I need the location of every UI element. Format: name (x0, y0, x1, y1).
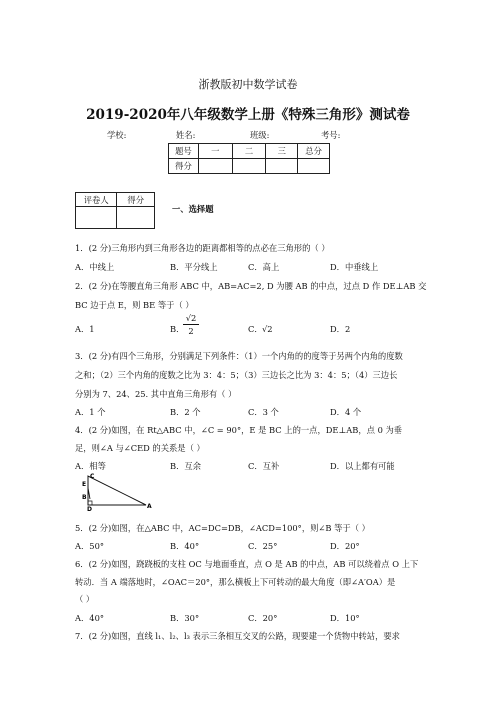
fig-label-c: C (90, 473, 95, 480)
grader-cell[interactable] (76, 207, 117, 229)
score-cell[interactable] (266, 159, 298, 174)
score-header-cell: 三 (266, 144, 298, 159)
q4-option-b[interactable]: B．互余 (170, 461, 201, 471)
question-6-line-3: （ ） (75, 594, 95, 604)
q2-option-a[interactable]: A．1 (75, 324, 95, 334)
grader-header-cell: 得分 (117, 193, 155, 207)
fraction-denominator: 2 (188, 326, 194, 336)
score-cell[interactable] (232, 159, 266, 174)
fig-label-b: B (82, 494, 87, 501)
score-cell[interactable] (198, 159, 232, 174)
grader-header-cell: 评卷人 (76, 193, 117, 207)
score-header-cell: 二 (232, 144, 266, 159)
section-title: 一、选择题 (172, 204, 214, 214)
triangle-outline (88, 476, 146, 505)
right-angle-mark (88, 501, 92, 505)
q2-option-c[interactable]: C． (248, 324, 263, 334)
q2-option-b-fraction (183, 313, 199, 337)
q4-triangle-figure (82, 472, 154, 512)
q4-option-c[interactable]: C．互补 (248, 461, 280, 471)
score-header-cell: 题号 (169, 144, 199, 159)
fig-label-d: D (87, 506, 92, 512)
question-3-line-3: 分别为 7、24、25. 其中直角三角形有（ ） (75, 389, 237, 399)
q6-option-c[interactable]: C．20° (248, 613, 278, 623)
question-4-line-1: 4．(2 分)如图，在 Rt△ABC 中，∠C = 90°，E 是 BC 上的一点，DE⊥AB，点 0 为垂 (75, 425, 403, 435)
grader-table-value-row (76, 207, 155, 229)
q2-option-c-root: √2 (262, 324, 273, 334)
q5-option-c[interactable]: C．25° (248, 541, 278, 551)
fraction-numerator: √2 (183, 313, 199, 325)
page-subtitle: 浙教版初中数学试卷 (198, 78, 298, 91)
question-4-line-2: 足，则∠A 与∠CED 的关系是（ ） (75, 443, 205, 453)
number-label: 考号: (321, 130, 341, 140)
name-label: 姓名: (176, 130, 196, 140)
class-label: 班级: (250, 130, 270, 140)
score-header-cell: 总分 (298, 144, 330, 159)
question-1-line-1: 1．(2 分)三角形内到三角形各边的距离都相等的点必在三角形的（ ） (75, 243, 330, 253)
q1-option-c[interactable]: C．高上 (248, 262, 280, 272)
q3-option-b[interactable]: B．2 个 (170, 407, 201, 417)
score-table-header-row (169, 144, 330, 159)
grader-table (75, 192, 155, 229)
score-header-cell: 一 (198, 144, 232, 159)
q1-option-d[interactable]: D．中垂线上 (330, 262, 379, 272)
question-2-line-2: BC 边于点 E，则 BE 等于（ ） (75, 300, 194, 310)
grader-table-header-row (76, 193, 155, 207)
q6-option-a[interactable]: A．40° (75, 613, 104, 623)
score-row-label: 得分 (169, 159, 199, 174)
question-5-line-1: 5．(2 分)如图，在△ABC 中，AC=DC=DB，∠ACD=100°，则∠B 等于（ ） (75, 523, 370, 533)
q4-option-d[interactable]: D．以上都有可能 (330, 461, 395, 471)
question-3-line-2: 之和；（2）三个内角的度数之比为 3：4：5；（3）三边长之比为 3：4：5；（4）三边长 (75, 370, 398, 380)
q5-option-b[interactable]: B．40° (170, 541, 200, 551)
question-3-line-1: 3．(2 分)有四个三角形，分别满足下列条件：（1）一个内角的的度等于另两个内角的度数 (75, 351, 403, 361)
question-6-line-1: 6．(2 分)如图，跷跷板的支柱 OC 与地面垂直，点 O 是 AB 的中点，AB 可以绕着点 O 上下 (75, 559, 419, 569)
fig-label-a: A (147, 503, 152, 510)
school-label: 学校: (107, 130, 127, 140)
q5-option-d[interactable]: D．20° (330, 541, 360, 551)
score-table (168, 143, 330, 174)
q3-option-a[interactable]: A．1 个 (75, 407, 106, 417)
q6-option-b[interactable]: B．30° (170, 613, 200, 623)
score-table-score-row (169, 159, 330, 174)
fig-label-e: E (82, 481, 87, 488)
q3-option-d[interactable]: D．4 个 (330, 407, 362, 417)
page-title: 2019-2020年八年级数学上册《特殊三角形》测试卷 (86, 107, 410, 123)
q1-option-a[interactable]: A．中线上 (75, 262, 115, 272)
q2-option-b[interactable]: B． (170, 324, 185, 334)
question-2-line-1: 2．(2 分)在等腰直角三角形 ABC 中，AB=AC=2, D 为腰 AB 的中点，过点 D 作 DE⊥AB 交 (75, 281, 427, 291)
q6-option-d[interactable]: D．10° (330, 613, 360, 623)
q4-option-a[interactable]: A．相等 (75, 461, 106, 471)
q5-option-a[interactable]: A．50° (75, 541, 104, 551)
question-6-line-2: 转动．当 A 端落地时，∠OAC＝20°，那么横板上下可转动的最大角度（即∠A′OA）是 (75, 577, 396, 587)
grader-cell[interactable] (117, 207, 155, 229)
q1-option-b[interactable]: B．平分线上 (170, 262, 218, 272)
score-cell[interactable] (298, 159, 330, 174)
q3-option-c[interactable]: C．3 个 (248, 407, 279, 417)
q2-option-d[interactable]: D．2 (330, 324, 351, 334)
question-7-line-1: 7．(2 分)如图，直线 l₁、l₂、l₃ 表示三条相互交叉的公路，现要建一个货物中转站，要求 (75, 631, 400, 641)
